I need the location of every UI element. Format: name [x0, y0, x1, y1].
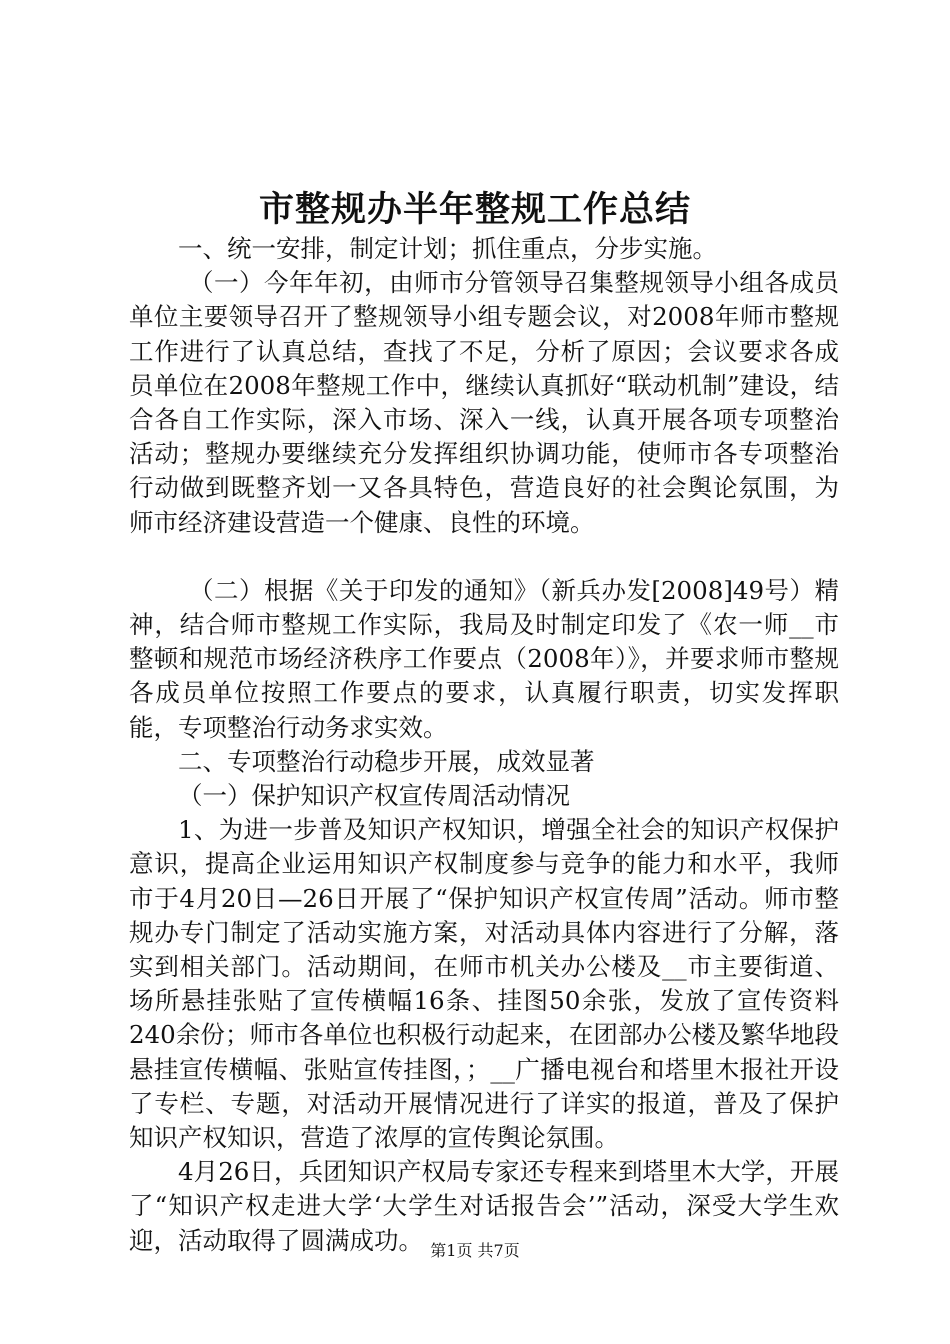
- paragraph-2-1-2: 4月26日，兵团知识产权局专家还专程来到塔里木大学，开展了“知识产权走进大学‘大学生对话报告会’”活动，深受大学生欢迎，活动取得了圆满成功。: [129, 1157, 839, 1255]
- document-title: 市整规办半年整规工作总结: [258, 189, 691, 230]
- document-body: [129, 232, 839, 1258]
- subsection-heading-2-1: （一）保护知识产权宣传周活动情况: [178, 781, 570, 811]
- paragraph-1-2: （二）根据《关于印发的通知》（新兵办发[2008]49号）精神，结合师市整规工作实际，我局及时制定印发了《农一师__市整顿和规范市场经济秩序工作要点（2008年）》，并要求师市整规各成员单位按照工作要点的要求，认真履行职责，切实发挥职能，专项整治行动务求实效。: [129, 575, 839, 742]
- paragraph-1-1: （一）今年年初，由师市分管领导召集整规领导小组各成员单位主要领导召开了整规领导小组专题会议，对2008年师市整规工作进行了认真总结，查找了不足，分析了原因；会议要求各成员单位在2008年整规工作中，继续认真抓好“联动机制”建设，结合各自工作实际，深入市场、深入一线，认真开展各项专项整治活动；整规办要继续充分发挥组织协调功能，使师市各专项整治行动做到既整齐划一又各具特色，营造良好的社会舆论氛围，为师市经济建设营造一个健康、良性的环境。: [129, 268, 839, 537]
- section-heading-1: 一、统一安排，制定计划；抓住重点，分步实施。: [178, 234, 717, 263]
- section-heading-2: 二、专项整治行动稳步开展，成效显著: [178, 746, 595, 776]
- paragraph-gap: [129, 540, 839, 574]
- paragraph-2-1-1: 1、为进一步普及知识产权知识，增强全社会的知识产权保护意识，提高企业运用知识产权制度参与竞争的能力和水平，我师市于4月20日—26日开展了“保护知识产权宣传周”活动。师市整规办专门制定了活动实施方案，对活动具体内容进行了分解，落实到相关部门。活动期间，在师市机关办公楼及__市主要街道、场所悬挂张贴了宣传横幅16条、挂图50余张，发放了宣传资料240余份；师市各单位也积极行动起来，在团部办公楼及繁华地段悬挂宣传横幅、张贴宣传挂图，；__广播电视台和塔里木报社开设了专栏、专题，对活动开展情况进行了详实的报道，普及了保护知识产权知识，营造了浓厚的宣传舆论氛围。: [129, 815, 839, 1153]
- page-number-footer: 第1页 共7页: [430, 1241, 520, 1260]
